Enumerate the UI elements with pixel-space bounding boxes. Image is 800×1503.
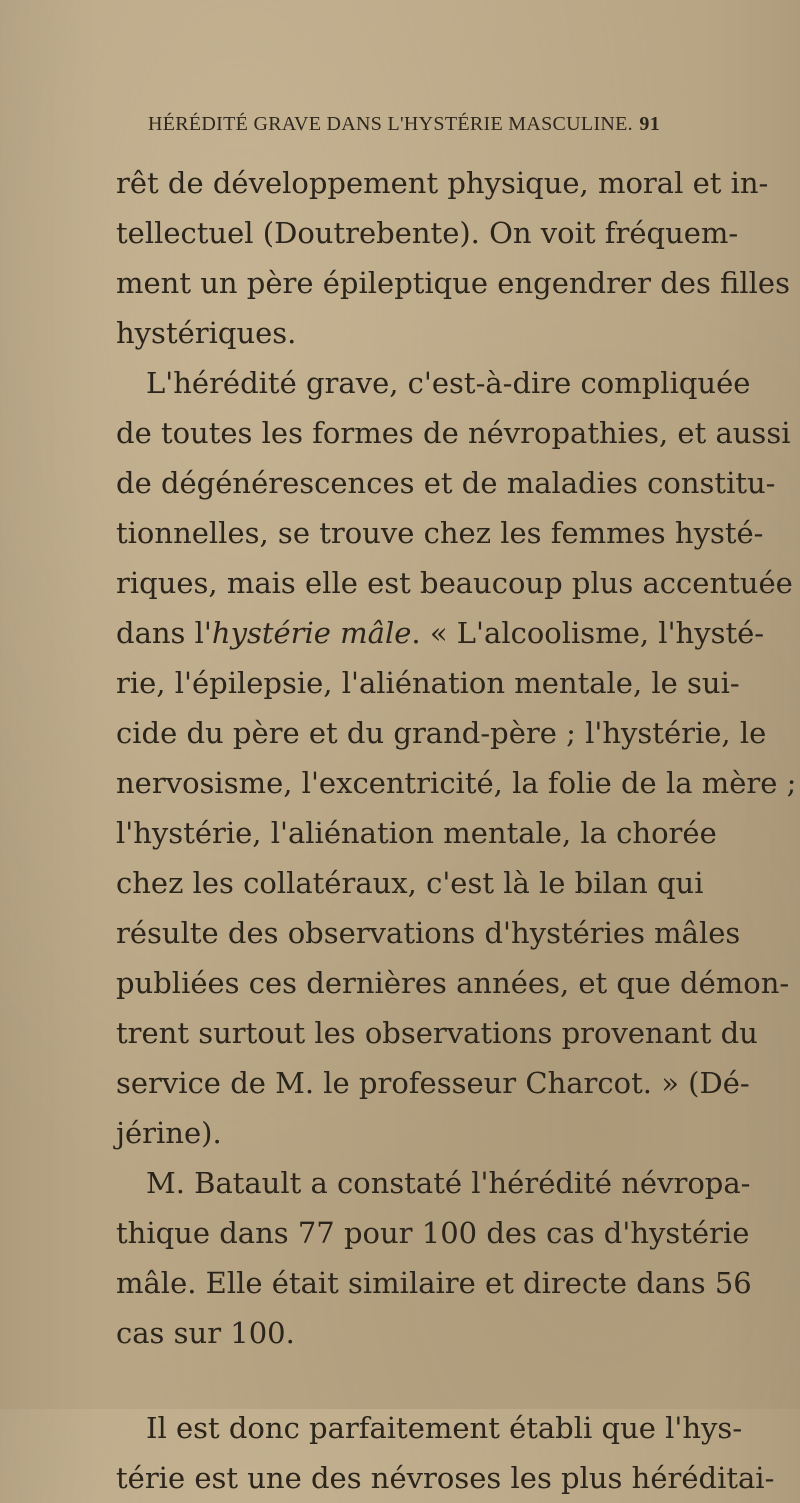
italic-term: hystérie mâle xyxy=(211,616,412,650)
text-line: service de M. le professeur Charcot. » (Dé- xyxy=(116,1066,750,1100)
body-text xyxy=(116,158,797,1503)
text-line: rie, l'épilepsie, l'aliénation mentale, le sui- xyxy=(116,666,740,700)
text-line: Il est donc parfaitement établi que l'hys- xyxy=(146,1411,743,1445)
text-line: hystériques. xyxy=(116,316,297,350)
page-number: 91 xyxy=(639,113,660,135)
text-line: mâle. Elle était similaire et directe dans 56 xyxy=(116,1266,752,1300)
text-line: l'hystérie, l'aliénation mentale, la chorée xyxy=(116,816,717,850)
text-line: rêt de développement physique, moral et in- xyxy=(116,166,769,200)
text-line: de dégénérescences et de maladies constitu- xyxy=(116,466,776,500)
text-line: L'hérédité grave, c'est-à-dire compliquée xyxy=(146,366,751,400)
text-line: nervosisme, l'excentricité, la folie de la mère ; xyxy=(116,766,797,800)
text-line: thique dans 77 pour 100 des cas d'hystérie xyxy=(116,1216,750,1250)
text-line: résulte des observations d'hystéries mâles xyxy=(116,916,741,950)
text-line: cide du père et du grand-père ; l'hystérie, le xyxy=(116,716,767,750)
text-run: dans l' xyxy=(116,616,212,650)
text-line: ment un père épileptique engendrer des filles xyxy=(116,266,790,300)
text-line: tellectuel (Doutrebente). On voit fréquem- xyxy=(116,216,739,250)
text-line: cas sur 100. xyxy=(116,1316,295,1350)
text-line: jérine). xyxy=(116,1116,222,1150)
text-line: de toutes les formes de névropathies, et aussi xyxy=(116,416,791,450)
text-line: térie est une des névroses les plus héréditai- xyxy=(116,1461,775,1495)
text-line: riques, mais elle est beaucoup plus accentuée xyxy=(116,566,793,600)
running-title: HÉRÉDITÉ GRAVE DANS L'HYSTÉRIE MASCULINE. xyxy=(148,113,633,135)
text-line-mixed xyxy=(116,608,765,658)
text-line: tionnelles, se trouve chez les femmes hysté- xyxy=(116,516,764,550)
text-line: M. Batault a constaté l'hérédité névropa- xyxy=(146,1166,751,1200)
text-run: . « L'alcoolisme, l'hysté- xyxy=(411,616,765,650)
text-line: trent surtout les observations provenant du xyxy=(116,1016,758,1050)
running-head xyxy=(140,113,660,143)
text-line: publiées ces dernières années, et que démon- xyxy=(116,966,790,1000)
text-line: chez les collatéraux, c'est là le bilan qui xyxy=(116,866,704,900)
